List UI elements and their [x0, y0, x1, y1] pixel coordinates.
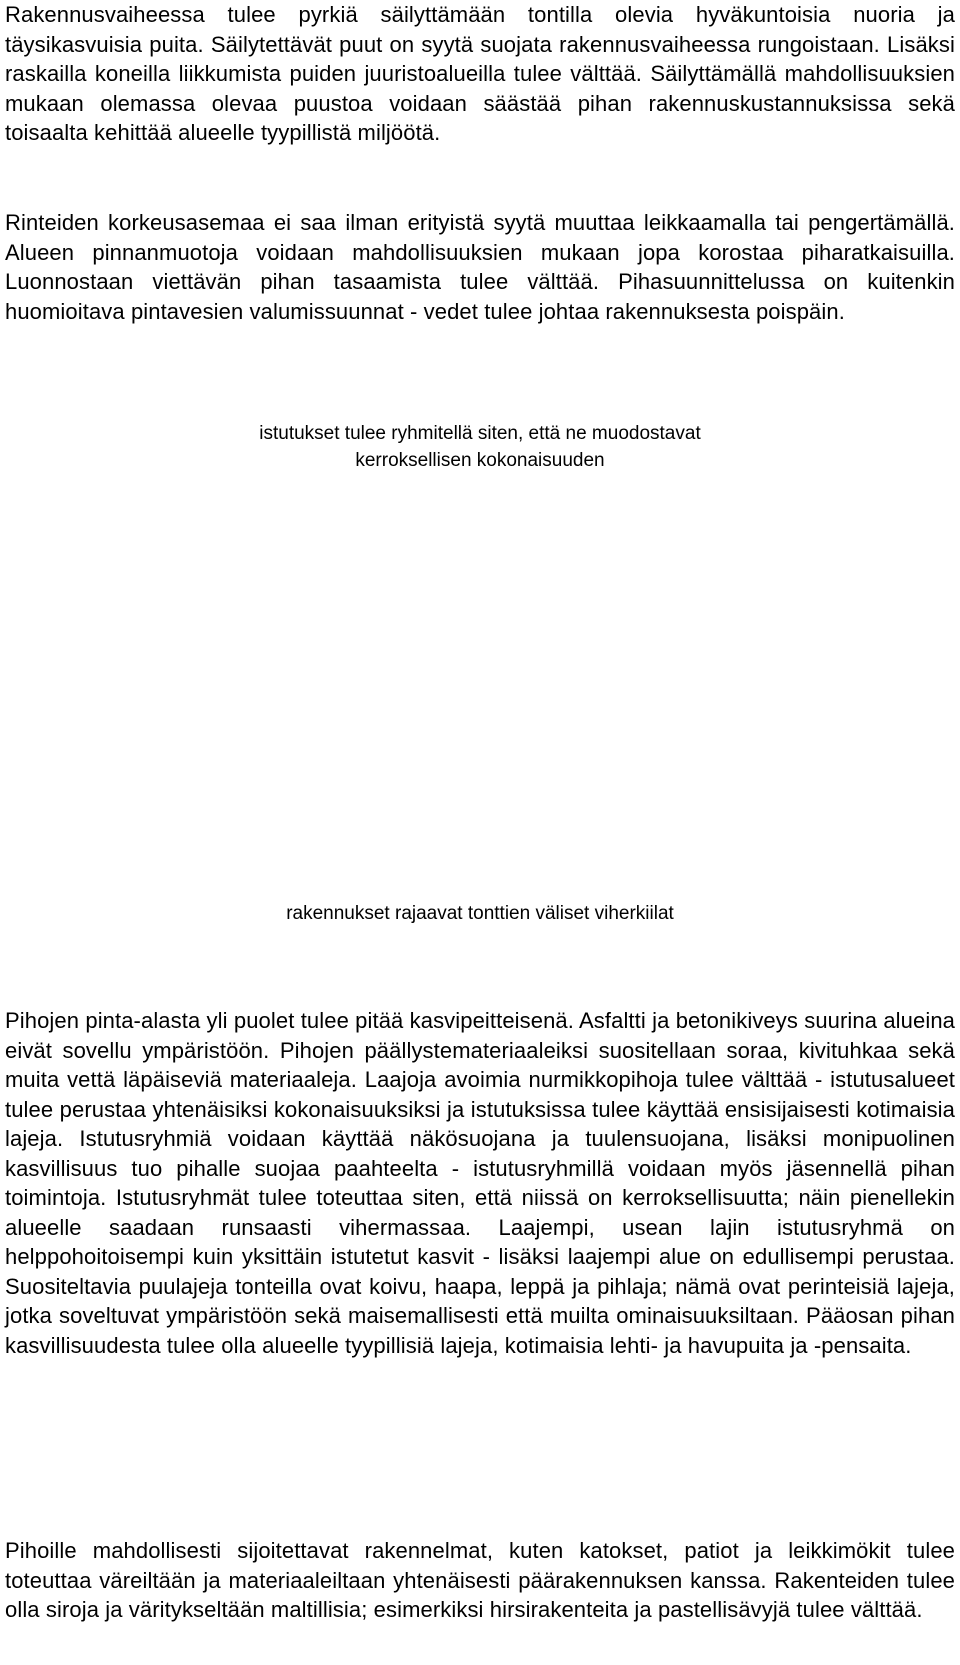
figure-caption-green-wedges — [0, 900, 960, 927]
paragraph-yard-structures: Pihoille mahdollisesti sijoitettavat rakennelmat, kuten katokset, patiot ja leikkimökit tulee toteuttaa väreiltään ja materiaaleiltaan yhtenäisesti päärakennuksen kanssa. Rakenteiden tulee olla siroja ja väritykseltään maltillisia; esimerkiksi hirsirakenteita ja pastellisävyjä tulee välttää. — [5, 1538, 955, 1622]
paragraph-tree-preservation: Rakennusvaiheessa tulee pyrkiä säilyttämään tontilla olevia hyväkuntoisia nuoria ja täysikasvuisia puita. Säilytettävät puut on syytä suojata rakennusvaiheessa rungoistaan. Lisäksi raskailla koneilla liikkumista puiden juuristoalueilla tulee välttää. Säilyttämällä mahdollisuuksien mukaan olemassa olevaa puustoa voidaan säästää pihan rakennuskustannuksissa sekä toisaalta kehittää alueelle tyypillistä miljöötä. — [5, 2, 955, 145]
caption-line: istutukset tulee ryhmitellä siten, että ne muodostavat — [259, 423, 701, 444]
caption-line: kerroksellisen kokonaisuuden — [355, 450, 605, 471]
paragraph-slope-levels: Rinteiden korkeusasemaa ei saa ilman erityistä syytä muuttaa leikkaamalla tai pengertämällä. Alueen pinnanmuotoja voidaan mahdollisuuksien mukaan jopa korostaa piharatkaisuilla. Luonnostaan viettävän pihan tasaamista tulee välttää. Pihasuunnittelussa on kuitenkin huomioitava pintavesien valumissuunnat - vedet tulee johtaa rakennuksesta poispäin. — [5, 210, 955, 324]
figure-caption-planting-groups — [0, 420, 960, 474]
paragraph-yard-vegetation: Pihojen pinta-alasta yli puolet tulee pitää kasvipeitteisenä. Asfaltti ja betonikiveys suurina alueina eivät sovellu ympäristöön. Pihojen päällystemateriaaleiksi suositellaan soraa, kivituhkaa sekä muita vettä läpäiseviä materiaaleja. Laajoja avoimia nurmikkopihoja tulee välttää - istutusalueet tulee perustaa yhtenäisiksi kokonaisuuksiksi ja istutuksissa tulee käyttää ensisijaisesti kotimaisia lajeja. Istutusryhmiä voidaan käyttää näkösuojana ja tuulensuojana, lisäksi monipuolinen kasvillisuus tuo pihalle suojaa paahteelta - istutusryhmillä voidaan myös jäsennellä pihan toimintoja. Istutusryhmät tulee toteuttaa siten, että niissä on kerroksellisuutta; näin pienellekin alueelle saadaan runsaasti vihermassaa. Laajempi, usean lajin istutusryhmä on helppohoitoisempi kuin yksittäin istutetut kasvit - lisäksi laajempi alue on edullisempi perustaa. Suositeltavia puulajeja tonteilla ovat koivu, haapa, leppä ja pihlaja; nämä ovat perinteisiä lajeja, jotka soveltuvat ympäristöön sekä maisemallisesti että muilta ominaisuuksiltaan. Pääosan pihan kasvillisuudesta tulee olla alueelle tyypillisiä lajeja, kotimaisia lehti- ja havupuita ja -pensaita. — [5, 1008, 955, 1358]
caption-line: rakennukset rajaavat tonttien väliset viherkiilat — [286, 903, 674, 924]
